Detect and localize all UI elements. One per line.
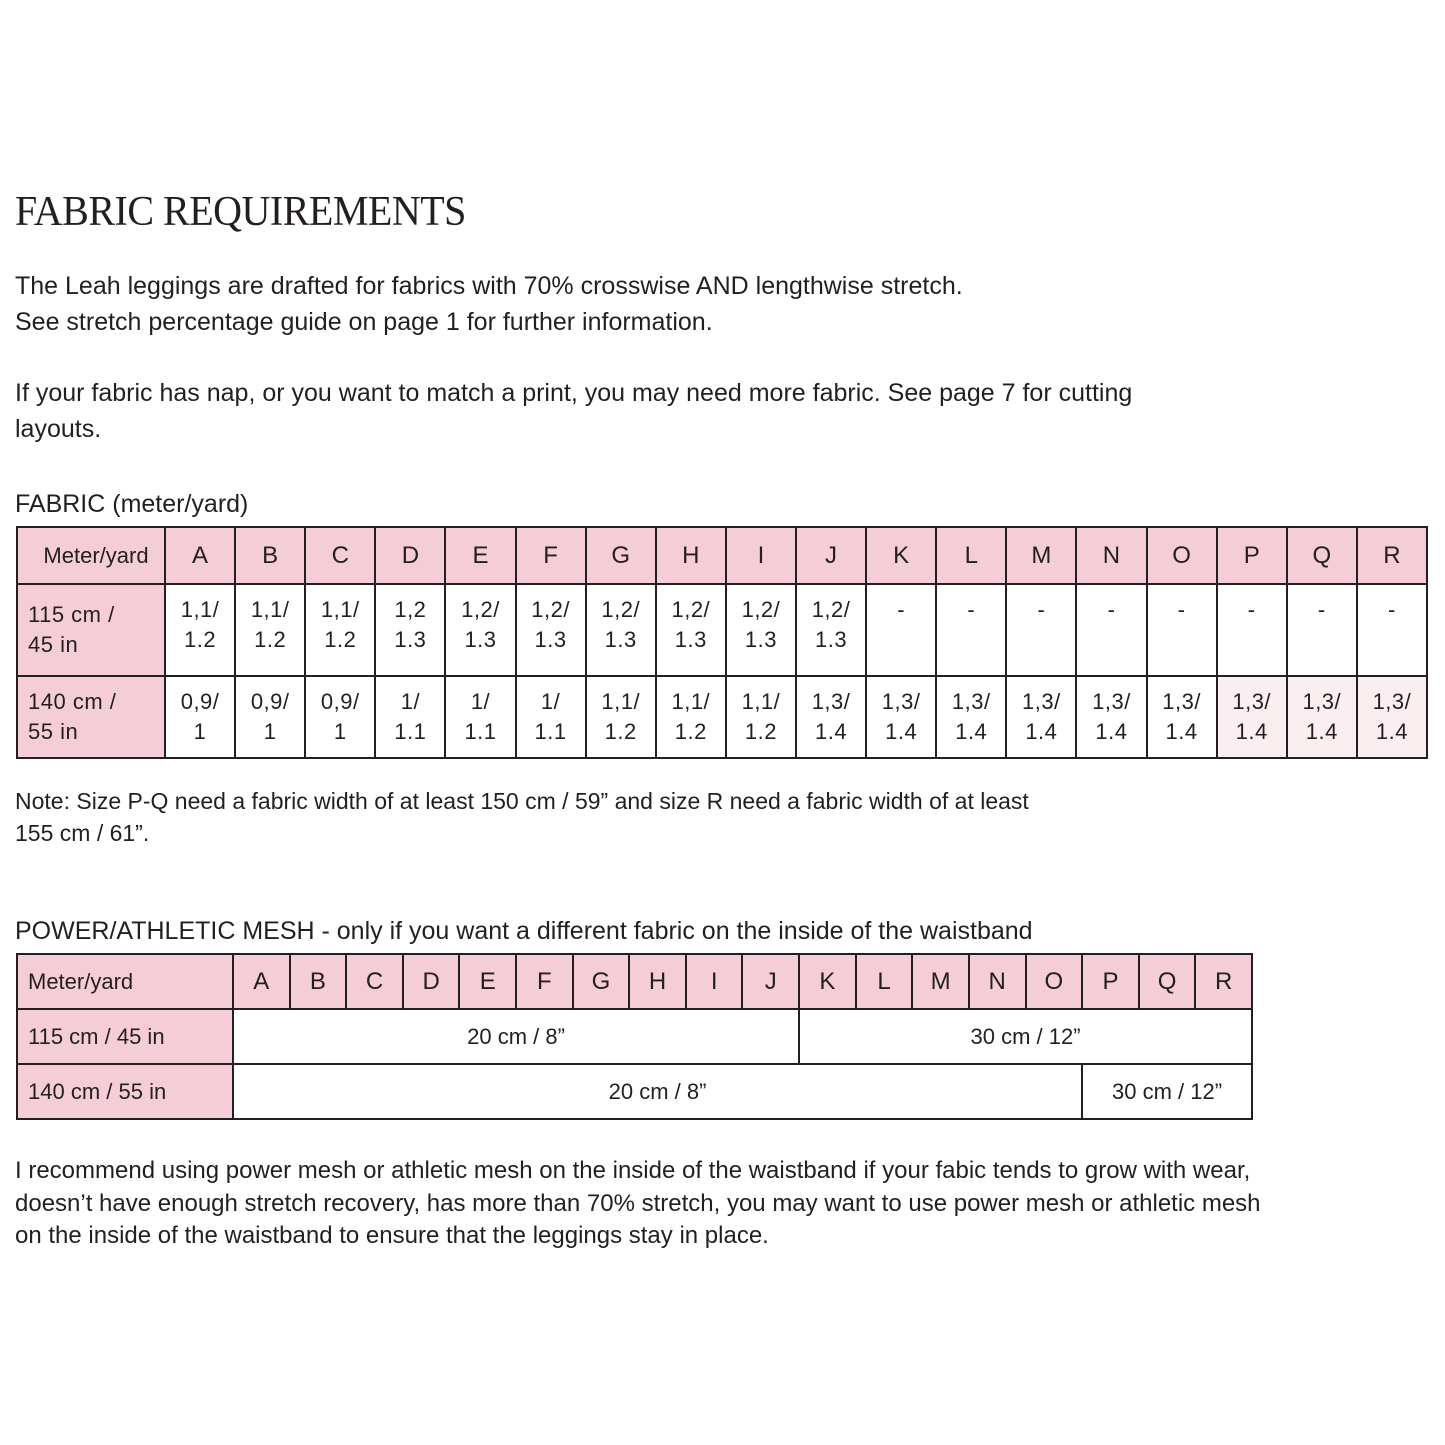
fabric-value-line: 1.2 xyxy=(184,627,217,652)
fabric-value-line: 1.3 xyxy=(674,627,707,652)
fabric-value-line: 1.4 xyxy=(814,719,848,744)
fabric-value-line: - xyxy=(1317,597,1326,622)
mesh-size-header: N xyxy=(969,954,1026,1009)
fabric-value-cell xyxy=(1147,676,1217,758)
fabric-value-line: 1,3/ xyxy=(1302,689,1342,714)
fabric-value-cell xyxy=(586,676,656,758)
nap-line-1: If your fabric has nap, or you want to match a print, you may need more fabric. See page 7 for cutting xyxy=(15,379,1133,407)
size-header: R xyxy=(1357,527,1427,584)
size-header: I xyxy=(726,527,796,584)
fabric-value-line: 1.4 xyxy=(955,719,988,744)
mesh-size-header: C xyxy=(346,954,403,1009)
fabric-value-line: 1 xyxy=(263,719,277,744)
fabric-value-line: 1.4 xyxy=(1375,719,1408,744)
mesh-value-cell: 30 cm / 12” xyxy=(1082,1064,1252,1119)
fabric-value-line: 1,3/ xyxy=(1022,689,1061,714)
fabric-value-cell xyxy=(656,584,726,676)
fabric-value-line: 1,2 xyxy=(394,597,427,622)
size-header: F xyxy=(516,527,586,584)
fabric-value-cell xyxy=(375,584,445,676)
row-label-line: 115 cm / xyxy=(28,602,115,627)
mesh-size-header: B xyxy=(290,954,347,1009)
size-header: K xyxy=(866,527,936,584)
fabric-value-line: - xyxy=(1247,597,1256,622)
fabric-row-140 xyxy=(17,676,1427,758)
fabric-value-cell xyxy=(1217,584,1287,676)
mesh-size-header: A xyxy=(233,954,290,1009)
fabric-value-cell xyxy=(1076,584,1146,676)
mesh-size-header: D xyxy=(403,954,460,1009)
fabric-value-line: 1,2/ xyxy=(531,597,570,622)
fabric-value-line: 0,9/ xyxy=(180,689,220,714)
fabric-table-label: FABRIC (meter/yard) xyxy=(15,490,249,518)
fabric-value-line: 1.3 xyxy=(534,627,567,652)
mesh-value-cell: 20 cm / 8” xyxy=(233,1009,799,1064)
page-title: FABRIC REQUIREMENTS xyxy=(15,187,466,235)
fabric-value-line: 1,2/ xyxy=(601,597,641,622)
fabric-value-cell xyxy=(1357,584,1427,676)
fabric-value-line: 1,3/ xyxy=(1372,689,1412,714)
row-label-115 xyxy=(17,584,165,676)
fabric-value-cell xyxy=(796,584,866,676)
fabric-value-cell xyxy=(1357,676,1427,758)
fabric-value-line: 1,1/ xyxy=(320,597,360,622)
recommend-line-3: on the inside of the waistband to ensure that the leggings stay in place. xyxy=(15,1222,769,1249)
mesh-table xyxy=(16,953,1253,1120)
fabric-value-cell xyxy=(1287,584,1357,676)
mesh-size-header: G xyxy=(573,954,630,1009)
mesh-size-header: K xyxy=(799,954,856,1009)
mesh-row-label-115: 115 cm / 45 in xyxy=(17,1009,233,1064)
fabric-value-cell xyxy=(305,676,375,758)
fabric-value-line: 1 xyxy=(333,719,347,744)
fabric-value-cell xyxy=(445,676,515,758)
size-header: M xyxy=(1006,527,1076,584)
fabric-value-line: 1.4 xyxy=(1095,719,1128,744)
fabric-value-line: 1,1/ xyxy=(180,597,220,622)
fabric-value-line: 1.4 xyxy=(1165,719,1198,744)
fabric-value-cell xyxy=(796,676,866,758)
fabric-corner-cell: Meter/yard xyxy=(17,527,165,584)
mesh-size-header: F xyxy=(516,954,573,1009)
fabric-value-line: 1.4 xyxy=(1305,719,1338,744)
fabric-value-cell xyxy=(726,676,796,758)
fabric-value-cell xyxy=(656,676,726,758)
note-line-2: 155 cm / 61”. xyxy=(15,820,150,846)
fabric-value-line: 1,2/ xyxy=(461,597,500,622)
fabric-value-line: 1.2 xyxy=(744,719,777,744)
fabric-value-cell xyxy=(726,584,796,676)
fabric-value-line: 1,2/ xyxy=(811,597,851,622)
fabric-value-line: - xyxy=(1107,597,1116,622)
fabric-value-line: 1,3/ xyxy=(1092,689,1131,714)
recommend-line-1: I recommend using power mesh or athletic mesh on the inside of the waistband if your fabic tends to grow with wear, xyxy=(15,1157,1251,1184)
mesh-size-header: P xyxy=(1082,954,1139,1009)
row-label-line: 140 cm / xyxy=(28,689,117,714)
mesh-size-header: I xyxy=(686,954,743,1009)
nap-paragraph xyxy=(15,375,1132,447)
mesh-size-header: O xyxy=(1026,954,1083,1009)
fabric-value-cell xyxy=(235,676,305,758)
fabric-value-line: 1,1/ xyxy=(250,597,290,622)
fabric-value-cell xyxy=(1287,676,1357,758)
fabric-value-line: 1/ xyxy=(400,689,421,714)
fabric-value-line: 1,2/ xyxy=(741,597,781,622)
size-header: N xyxy=(1076,527,1146,584)
fabric-value-line: 1/ xyxy=(470,689,491,714)
fabric-value-cell xyxy=(1006,676,1076,758)
fabric-table xyxy=(16,526,1428,759)
mesh-row-label-140: 140 cm / 55 in xyxy=(17,1064,233,1119)
fabric-value-line: 1.3 xyxy=(464,627,497,652)
mesh-header-row xyxy=(17,954,1252,1009)
fabric-value-line: 1.4 xyxy=(885,719,918,744)
fabric-value-cell xyxy=(165,676,235,758)
fabric-value-cell xyxy=(866,584,936,676)
row-label-140 xyxy=(17,676,165,758)
fabric-value-line: 1,3/ xyxy=(811,689,851,714)
size-header: G xyxy=(586,527,656,584)
fabric-value-line: 1.3 xyxy=(814,627,848,652)
fabric-value-line: - xyxy=(1177,597,1186,622)
row-label-line: 55 in xyxy=(28,719,79,744)
intro-paragraph xyxy=(15,268,963,340)
size-header: Q xyxy=(1287,527,1357,584)
fabric-value-cell xyxy=(445,584,515,676)
size-header: D xyxy=(375,527,445,584)
intro-line-1: The Leah leggings are drafted for fabrics with 70% crosswise AND lengthwise stretch. xyxy=(15,272,963,300)
size-header: P xyxy=(1217,527,1287,584)
fabric-value-line: - xyxy=(1037,597,1046,622)
fabric-value-cell xyxy=(1147,584,1217,676)
fabric-value-line: 1,1/ xyxy=(671,689,711,714)
fabric-value-cell xyxy=(1006,584,1076,676)
fabric-value-line: 1.3 xyxy=(744,627,777,652)
fabric-value-line: 1,3/ xyxy=(1162,689,1201,714)
fabric-value-line: - xyxy=(1388,597,1396,622)
fabric-value-line: 1,1/ xyxy=(741,689,781,714)
fabric-value-line: 1.1 xyxy=(534,719,567,744)
fabric-value-line: 1,3/ xyxy=(951,689,991,714)
fabric-value-cell xyxy=(516,584,586,676)
mesh-size-header: H xyxy=(629,954,686,1009)
mesh-value-cell: 20 cm / 8” xyxy=(233,1064,1082,1119)
recommend-line-2: doesn’t have enough stretch recovery, has more than 70% stretch, you may want to use power mesh or athletic mesh xyxy=(15,1189,1261,1217)
fabric-value-cell xyxy=(305,584,375,676)
size-header: O xyxy=(1147,527,1217,584)
size-header: L xyxy=(936,527,1006,584)
mesh-size-header: J xyxy=(742,954,799,1009)
fabric-value-cell xyxy=(375,676,445,758)
note-line-1: Note: Size P-Q need a fabric width of at least 150 cm / 59” and size R need a fabric width of at least xyxy=(15,788,1029,814)
size-header: B xyxy=(235,527,305,584)
fabric-value-cell xyxy=(586,584,656,676)
mesh-size-header: R xyxy=(1195,954,1252,1009)
fabric-value-line: - xyxy=(897,597,906,622)
fabric-value-line: 1,3/ xyxy=(881,689,921,714)
size-header: J xyxy=(796,527,866,584)
mesh-size-header: Q xyxy=(1139,954,1196,1009)
fabric-value-line: 1/ xyxy=(540,689,561,714)
fabric-value-cell xyxy=(1217,676,1287,758)
fabric-value-line: 1.2 xyxy=(604,719,637,744)
mesh-size-header: E xyxy=(459,954,516,1009)
fabric-value-line: 1,1/ xyxy=(601,689,641,714)
fabric-value-cell xyxy=(936,676,1006,758)
fabric-value-line: 1.1 xyxy=(394,719,427,744)
intro-line-2: See stretch percentage guide on page 1 for further information. xyxy=(15,308,713,336)
fabric-value-line: 0,9/ xyxy=(320,689,360,714)
fabric-row-115 xyxy=(17,584,1427,676)
fabric-value-cell xyxy=(516,676,586,758)
size-header: C xyxy=(305,527,375,584)
note-paragraph xyxy=(15,785,1029,849)
fabric-value-line: 1 xyxy=(193,719,207,744)
fabric-value-cell xyxy=(1076,676,1146,758)
mesh-row-115 xyxy=(17,1009,1252,1064)
fabric-value-line: 0,9/ xyxy=(250,689,290,714)
fabric-value-line: - xyxy=(967,597,976,622)
fabric-value-cell xyxy=(866,676,936,758)
mesh-corner-cell: Meter/yard xyxy=(17,954,233,1009)
recommend-paragraph xyxy=(15,1155,1261,1253)
fabric-value-line: 1.3 xyxy=(604,627,637,652)
fabric-value-line: 1,3/ xyxy=(1232,689,1272,714)
size-header: E xyxy=(445,527,515,584)
size-header: H xyxy=(656,527,726,584)
size-header: A xyxy=(165,527,235,584)
fabric-value-line: 1.4 xyxy=(1025,719,1058,744)
nap-line-2: layouts. xyxy=(15,415,102,443)
fabric-value-line: 1.3 xyxy=(394,627,427,652)
mesh-row-140 xyxy=(17,1064,1252,1119)
fabric-value-cell xyxy=(936,584,1006,676)
mesh-value-cell: 30 cm / 12” xyxy=(799,1009,1252,1064)
fabric-value-cell xyxy=(235,584,305,676)
fabric-value-line: 1.2 xyxy=(324,627,357,652)
mesh-table-label: POWER/ATHLETIC MESH - only if you want a different fabric on the inside of the waistband xyxy=(15,917,1033,945)
fabric-value-line: 1.1 xyxy=(464,719,497,744)
fabric-value-line: 1.2 xyxy=(674,719,707,744)
fabric-value-line: 1,2/ xyxy=(671,597,711,622)
mesh-size-header: L xyxy=(856,954,913,1009)
fabric-value-line: 1.4 xyxy=(1235,719,1268,744)
fabric-value-cell xyxy=(165,584,235,676)
mesh-size-header: M xyxy=(912,954,969,1009)
fabric-header-row xyxy=(17,527,1427,584)
row-label-line: 45 in xyxy=(28,632,79,657)
fabric-value-line: 1.2 xyxy=(254,627,287,652)
